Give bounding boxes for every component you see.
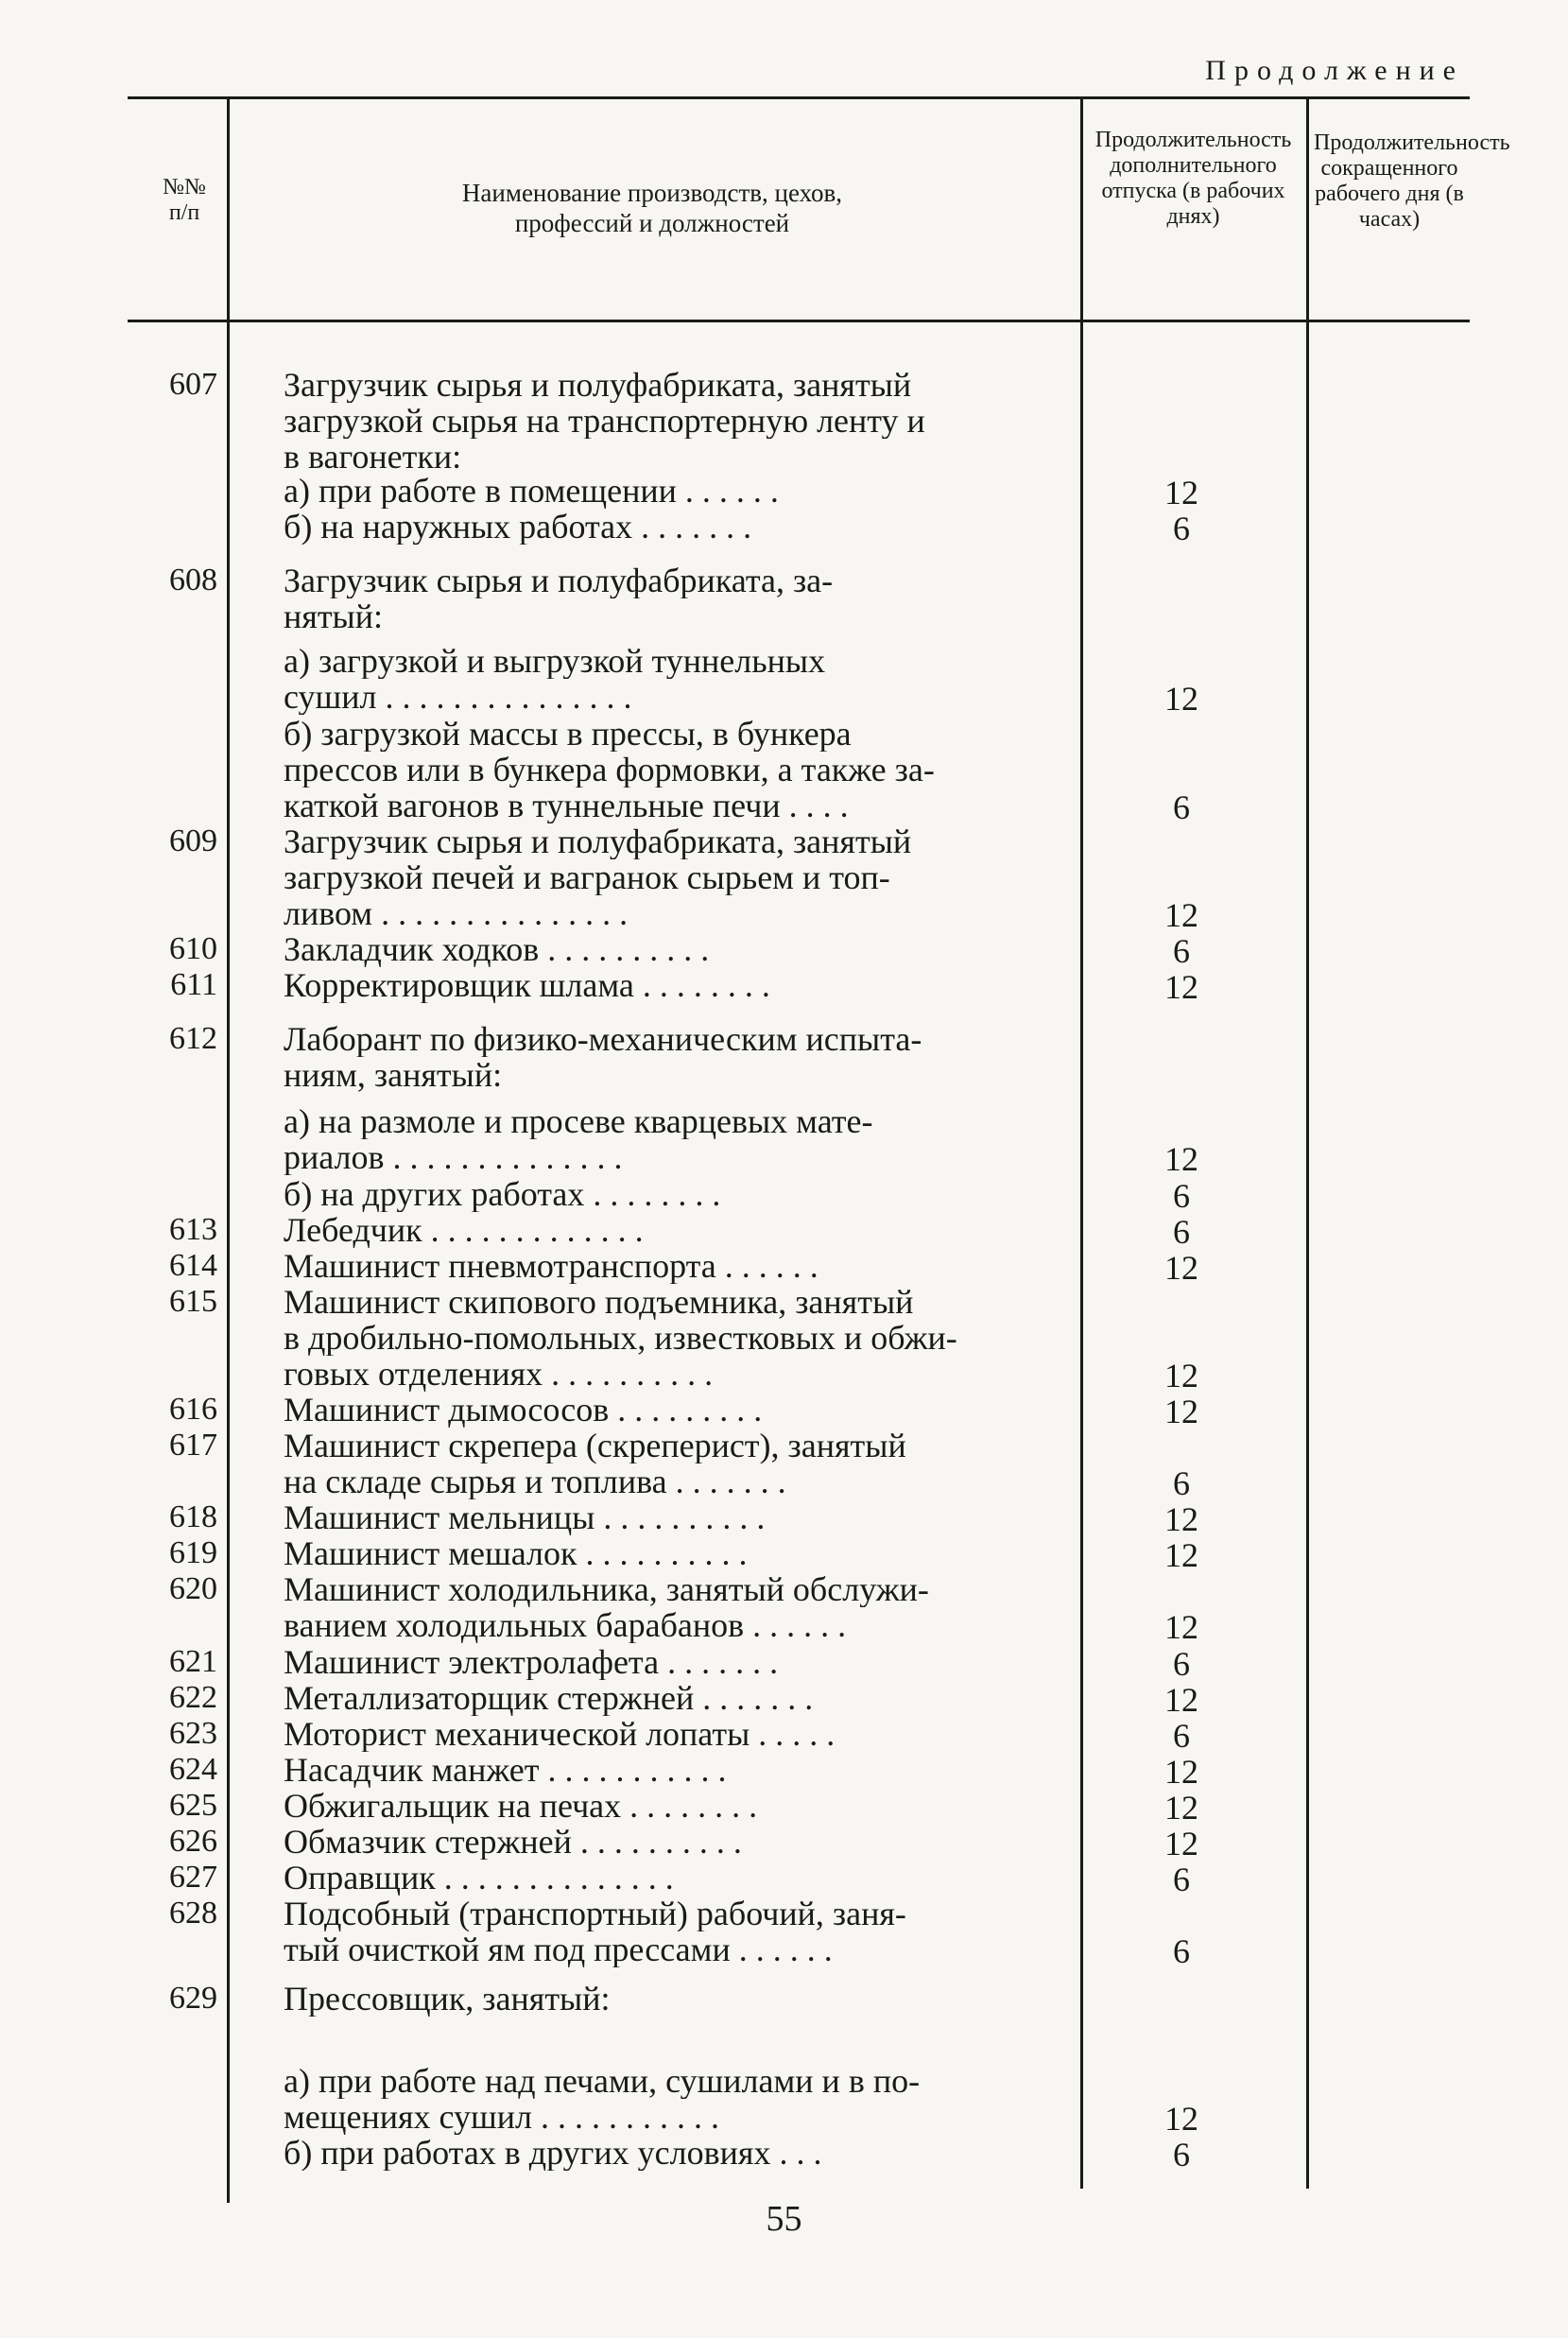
description-line: Машинист холодильника, занятый обслужи- [284,1571,929,1607]
row-number: 620 [169,1571,217,1606]
description-line: Подсобный (транспортный) рабочий, заня- [284,1896,906,1931]
description-line: на складе сырья и топлива . . . . . . . [284,1463,786,1499]
row-description [284,1571,1068,1643]
header-name: Наименование производств, цехов, профессий и должностей [461,179,843,237]
row-description [284,1981,1068,2017]
row-description [284,1535,1068,1571]
row-number: 619 [169,1535,217,1570]
leave-days-value: 12 [1164,1681,1198,1719]
description-line: б) при работах в других условиях . . . [284,2135,822,2171]
row-description [284,1716,1068,1752]
row-description [284,1284,1068,1392]
description-line: Машинист скипового подъемника, занятый [284,1284,914,1320]
description-line: загрузкой сырья на транспортерную ленту и [284,403,925,439]
header-bottom-rule [128,320,1470,322]
description-line: Машинист мельницы . . . . . . . . . . [284,1499,766,1535]
description-line: Корректировщик шлама . . . . . . . . [284,967,770,1003]
description-line: Машинист дымососов . . . . . . . . . [284,1392,763,1428]
row-number: 615 [169,1284,217,1319]
row-description [284,1176,1068,1212]
row-description [284,1644,1068,1680]
row-number: 624 [169,1752,217,1787]
header-number: №№ п/п [163,175,206,225]
row-number: 625 [169,1788,217,1823]
description-line: тый очисткой ям под прессами . . . . . . [284,1931,833,1967]
leave-days-value: 6 [1173,1464,1190,1502]
row-description [284,1788,1068,1824]
leave-days-value: 12 [1164,1140,1198,1178]
row-number: 618 [169,1499,217,1534]
row-description [284,1212,1068,1248]
leave-days-value: 12 [1164,896,1198,934]
description-line: Моторист механической лопаты . . . . . [284,1716,836,1752]
description-line: Машинист скрепера (скреперист), занятый [284,1428,906,1463]
description-line: нятый: [284,598,384,634]
description-line: Обжигальщик на печах . . . . . . . . [284,1788,758,1824]
row-description [284,1680,1068,1716]
row-number: 617 [169,1428,217,1463]
description-line: Лебедчик . . . . . . . . . . . . . [284,1212,644,1248]
row-description [284,1824,1068,1860]
column-rule-3 [1306,99,1309,2189]
row-description [284,563,1068,634]
description-line: Насадчик манжет . . . . . . . . . . . [284,1752,727,1788]
row-description [284,1248,1068,1284]
row-description [284,931,1068,967]
row-number: 609 [169,823,217,858]
column-rule-2 [1080,99,1083,2189]
row-number: 629 [169,1981,217,2016]
row-description [284,1021,1068,1093]
leave-days-value: 12 [1164,1393,1198,1430]
description-line: загрузкой печей и вагранок сырьем и топ- [284,859,890,895]
description-line: Лаборант по физико-механическим испыта- [284,1021,922,1057]
leave-days-value: 6 [1173,1861,1190,1898]
description-line: Машинист мешалок . . . . . . . . . . [284,1535,748,1571]
description-line: Закладчик ходков . . . . . . . . . . [284,931,710,967]
description-line: ливом . . . . . . . . . . . . . . . [284,895,629,931]
row-number: 612 [169,1021,217,1056]
description-line: сушил . . . . . . . . . . . . . . . [284,679,632,715]
description-line: ниям, занятый: [284,1057,503,1093]
row-description [284,967,1068,1003]
description-line: а) на размоле и просеве кварцевых мате- [284,1103,873,1139]
description-line: б) загрузкой массы в прессы, в бункера [284,716,852,752]
leave-days-value: 12 [1164,1357,1198,1394]
row-description [284,2063,1068,2135]
leave-days-value: 12 [1164,1789,1198,1827]
row-number: 627 [169,1860,217,1895]
row-description [284,643,1068,715]
description-line: б) на наружных работах . . . . . . . [284,509,752,545]
description-line: а) при работе над печами, сушилами и в по- [284,2063,921,2099]
leave-days-value: 6 [1173,788,1190,826]
leave-days-value: 12 [1164,968,1198,1006]
description-line: Металлизаторщик стержней . . . . . . . [284,1680,814,1716]
leave-days-value: 6 [1173,1932,1190,1970]
row-number: 616 [169,1392,217,1427]
leave-days-value: 12 [1164,1825,1198,1862]
row-number: 628 [169,1896,217,1931]
description-line: каткой вагонов в туннельные печи . . . . [284,788,849,823]
row-number: 623 [169,1716,217,1751]
row-number: 621 [169,1644,217,1679]
row-description [284,1392,1068,1428]
leave-days-value: 6 [1173,1213,1190,1251]
leave-days-value: 6 [1173,510,1190,547]
row-description [284,473,1068,509]
row-description [284,1896,1068,1967]
row-number: 607 [169,367,217,402]
leave-days-value: 12 [1164,1753,1198,1791]
description-line: в вагонетки: [284,439,462,475]
description-line: в дробильно-помольных, известковых и обжи- [284,1320,957,1356]
description-line: Машинист пневмотранспорта . . . . . . [284,1248,818,1284]
row-description [284,823,1068,931]
description-line: Загрузчик сырья и полуфабриката, занятый [284,823,912,859]
row-number: 614 [169,1248,217,1283]
leave-days-value: 6 [1173,1645,1190,1683]
row-number: 613 [169,1212,217,1247]
table-top-rule [128,96,1470,99]
column-rule-1 [227,99,230,2203]
row-description [284,509,1068,545]
row-number: 622 [169,1680,217,1715]
description-line: а) при работе в помещении . . . . . . [284,473,779,509]
leave-days-value: 6 [1173,2136,1190,2173]
description-line: а) загрузкой и выгрузкой туннельных [284,643,826,679]
leave-days-value: 12 [1164,680,1198,718]
description-line: Машинист электролафета . . . . . . . [284,1644,779,1680]
description-line: Прессовщик, занятый: [284,1981,611,2017]
leave-days-value: 12 [1164,1608,1198,1646]
description-line: мещениях сушил . . . . . . . . . . . [284,2099,720,2135]
row-description [284,1499,1068,1535]
description-line: Оправщик . . . . . . . . . . . . . . [284,1860,674,1896]
row-description [284,1103,1068,1175]
row-number: 610 [169,931,217,966]
leave-days-value: 12 [1164,2100,1198,2138]
header-leave: Продолжительность дополнительного отпуска (в рабочих днях) [1094,128,1292,229]
description-line: Обмазчик стержней . . . . . . . . . . [284,1824,742,1860]
row-number: 608 [169,563,217,597]
leave-days-value: 12 [1164,1500,1198,1538]
description-line: б) на других работах . . . . . . . . [284,1176,721,1212]
leave-days-value: 12 [1164,1536,1198,1574]
row-description [284,367,1068,475]
leave-days-value: 12 [1164,1249,1198,1287]
description-line: риалов . . . . . . . . . . . . . . [284,1139,623,1175]
row-description [284,1428,1068,1499]
row-description [284,1752,1068,1788]
leave-days-value: 6 [1173,1177,1190,1215]
row-description [284,1860,1068,1896]
row-number: 611 [170,967,217,1002]
leave-days-value: 12 [1164,474,1198,511]
leave-days-value: 6 [1173,932,1190,970]
row-description [284,716,1068,823]
description-line: прессов или в бункера формовки, а также за- [284,752,935,788]
description-line: Загрузчик сырья и полуфабриката, за- [284,563,834,598]
description-line: Загрузчик сырья и полуфабриката, занятый [284,367,912,403]
continuation-label: Продолжение [1205,55,1464,86]
header-shortened: Продолжительность сокращенного рабочего дня (в часах) [1314,130,1510,232]
leave-days-value: 6 [1173,1717,1190,1755]
page-number: 55 [766,2199,802,2239]
row-description [284,2135,1068,2171]
description-line: говых отделениях . . . . . . . . . . [284,1356,714,1392]
row-number: 626 [169,1824,217,1859]
description-line: ванием холодильных барабанов . . . . . . [284,1607,847,1643]
